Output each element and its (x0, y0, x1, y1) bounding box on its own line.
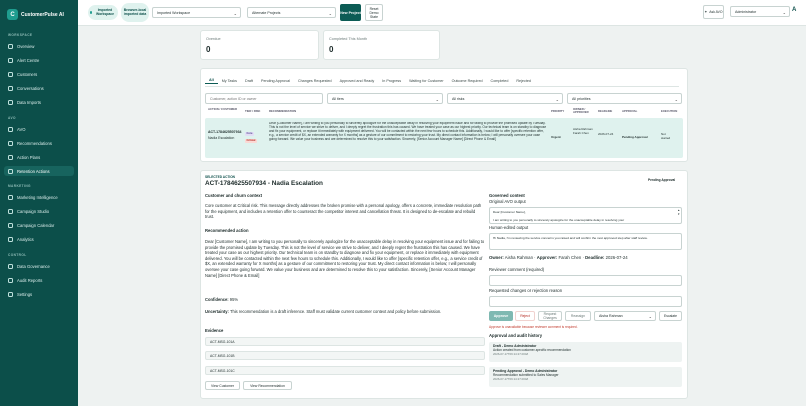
target-icon (8, 195, 13, 200)
history-item-desc: Action created from customer-specific recommendation (493, 348, 571, 352)
governed-content-title: Governed content (489, 193, 525, 198)
sidebar-item-customers[interactable] (4, 69, 74, 79)
stat-value: 0 (329, 45, 334, 54)
tier-filter[interactable] (327, 93, 443, 104)
sidebar-item-conversations[interactable] (4, 83, 74, 93)
risk-badge: Critical (246, 139, 256, 142)
sidebar-item-label: Campaign Studio (17, 208, 50, 214)
imported-workspace-pill (88, 5, 118, 20)
table-row[interactable] (205, 118, 683, 158)
chevron-down-icon: ⌄ (435, 96, 439, 102)
app-name: CustomerPulse AI (21, 11, 64, 18)
owner-name: Aisha Rahman (573, 127, 593, 131)
select-value: Administrator (735, 9, 757, 14)
sidebar-item-label: Conversations (17, 85, 44, 91)
owner-value: Aisha Rahman (504, 255, 533, 260)
row-approval: Pending Approval (622, 135, 648, 139)
sidebar-item-data-governance[interactable] (4, 261, 74, 271)
table-header (205, 108, 683, 116)
sidebar-item-label: Data Governance (17, 263, 50, 269)
status-badge: Pending Approval (648, 178, 676, 182)
uncertainty (205, 309, 485, 315)
tab-approved-and-ready[interactable]: Approved and Ready (339, 78, 375, 83)
tier-badge: Core (246, 132, 253, 135)
lightbulb-icon (8, 141, 13, 146)
request-changes-button[interactable]: Request Changes (538, 311, 562, 321)
tab-waiting-for-customer[interactable]: Waiting for Customer (409, 78, 444, 83)
sidebar-item-label: Audit Reports (17, 277, 43, 283)
risk-filter[interactable] (447, 93, 563, 104)
workspace-select[interactable] (152, 7, 241, 18)
reassign-select[interactable] (594, 311, 656, 321)
chevron-down-icon: ⌄ (648, 314, 652, 319)
evidence-title: Evidence (205, 328, 224, 333)
reassign-button[interactable]: Reassign (565, 311, 591, 321)
shield-icon (8, 169, 13, 174)
history-item-time: 2026-07-17T09:14:27.004Z (493, 377, 529, 381)
human-output-label: Human-edited output (489, 225, 529, 230)
tab-draft[interactable]: Draft (245, 78, 254, 83)
avo-output-label: Original AVO output (489, 199, 526, 204)
calendar-icon (8, 223, 13, 228)
ask-avo-button[interactable] (703, 5, 724, 19)
role-select[interactable] (730, 6, 790, 17)
approve-button[interactable]: Approve (489, 311, 513, 321)
recommended-action-text: Dear [Customer Name], I am writing to you personally to sincerely apologize for the unacceptable delay in resolving your equipment issue and for failing to provide the promised update by Tuesday. This is not the level of service we strive to deliver, and I deeply regret the frustration this has caused. We have treated your case as our highest priority. Our technical team is on standby to diagnose and fix your equipment, or replace it immediately with equipment delivered. You will be contacted within the next few hours to schedule this. Additionally, I would like to offer [specific retention offer, e.g., a service credit of $X, an extended warranty for X months] as a gesture of our commitment to restoring your trust. My direct contact information is below; I will personally oversee your case going forward. We value your business and are determined to resolve this to your satisfaction. Sincerely, [Senior Account Manager Name] [Direct Phone & Email] (205, 239, 485, 278)
approver-value: Farah Chen (558, 255, 582, 260)
history-title: Approval and audit history (489, 333, 543, 338)
sidebar-item-audit-reports[interactable] (4, 275, 74, 285)
row-execution: Not started (661, 132, 671, 140)
chevron-down-icon: ⌄ (555, 96, 559, 102)
evidence-item[interactable]: ACT-MSG-101B (205, 351, 485, 360)
sidebar-item-label: Retention Actions (17, 168, 50, 174)
human-output-field[interactable]: Hi Nadia, I'm reviewing the service concerns you raised and will confirm the next approved step after staff review. (489, 233, 682, 250)
row-action-id: ACT-1784625507934 (208, 130, 242, 134)
sidebar-item-label: Recommendations (17, 140, 52, 146)
grid-icon (8, 44, 13, 49)
sidebar-item-label: Marketing Intelligence (17, 194, 58, 200)
stat-label: Completed This Month (329, 37, 368, 41)
tab-outcome-required[interactable]: Outcome Required (451, 78, 483, 83)
owner-line: Owner: Aisha Rahman · Approver: Farah Chen · Deadline: 2026-07-24 (489, 255, 628, 260)
gear-icon (8, 292, 13, 297)
browser-data-pill (121, 3, 149, 22)
view-customer-button[interactable]: View Customer (205, 381, 240, 390)
sidebar-item-campaign-studio[interactable] (4, 206, 74, 216)
row-recommendation: Dear [Customer Name], I am writing to you personally to sincerely apologize for the unacceptable delay in resolving your equipment issue and for failing to provide the promised update by Tuesday. This is not the level of service we strive to deliver, and I deeply regret the frustration this has caused. We have treated your case as our highest priority. Our technical team is on standby to diagnose and fix your equipment, or replace it immediately with equipment delivered. You will be contacted within the next few hours to schedule this. Additionally, I would like to offer [specific retention offer, e.g., a service credit of $X, an extended warranty for X months] as a gesture of our commitment to restoring your trust. My direct contact information is below; I will personally oversee your case going forward. We value your business and are determined to resolve this to your satisfaction. Sincerely, [Senior Account Manager Name] [Direct Phone & Email] (269, 122, 547, 141)
col-tier: TIER / RISK (245, 109, 261, 113)
avo-output-field[interactable]: Dear [Customer Name], I am writing to you personally to sincerely apologize for the unacceptable delay in resolving your (489, 207, 682, 224)
tab-changes-requested[interactable]: Changes Requested (297, 78, 332, 83)
tab-my-tasks[interactable]: My Tasks (221, 78, 238, 83)
sidebar-item-avo[interactable] (4, 124, 74, 134)
row-priority: Urgent (551, 135, 561, 139)
nav-section-avo: AVO (8, 116, 16, 120)
chevron-down-icon: ⌄ (233, 10, 237, 16)
sidebar-item-overview[interactable] (4, 41, 74, 51)
sidebar-item-campaign-calendar[interactable] (4, 220, 74, 230)
sidebar-item-marketing-intelligence[interactable] (4, 192, 74, 202)
col-recommendation: RECOMMENDATION (269, 109, 297, 113)
stat-value: 0 (206, 45, 211, 54)
nav-section-control: CONTROL (8, 253, 27, 257)
document-icon (8, 278, 13, 283)
sparkle-icon: ✦ (704, 10, 708, 14)
divider (205, 86, 679, 87)
sidebar-item-settings[interactable] (4, 289, 74, 299)
view-recommendation-button[interactable]: View Recommendation (243, 381, 292, 390)
changes-reason-label: Requested changes or rejection reason (489, 288, 563, 293)
sidebar-item-label: Data Imports (17, 99, 41, 105)
scroll-arrows-icon[interactable]: ▴ ▾ (678, 208, 680, 216)
sidebar-item-label: Alert Centre (17, 57, 40, 63)
col-action: ACTION / CUSTOMER (208, 107, 238, 111)
customer-context-text: Core customer at Critical risk. This message directly addresses the broken promise with a personal apology, offers a concrete, immediate resolution path for the equipment, and includes a retention offer to counteract the competitor interest and cancellation threat. It is designed to de-escalate and rebuild trust. (205, 203, 482, 220)
history-item-desc: Recommendation submitted to Sales Manager (493, 373, 559, 377)
reject-button[interactable]: Reject (515, 311, 535, 321)
escalate-button[interactable]: Escalate (659, 311, 682, 321)
status-tabs (205, 77, 535, 84)
sidebar-item-label: Campaign Calendar (17, 222, 55, 228)
priority-filter[interactable] (567, 93, 682, 104)
approver-label: Approver: (536, 255, 558, 260)
bar-chart-icon (8, 237, 13, 242)
stat-label: Overdue (206, 37, 221, 41)
reviewer-comment-label: Reviewer comment (required) (489, 267, 545, 272)
detail-title: ACT-1784625507934 - Nadia Escalation (205, 180, 323, 187)
tab-all[interactable]: All (205, 77, 218, 84)
confidence-label: Confidence: (205, 297, 229, 302)
col-deadline: DEADLINE (598, 109, 613, 113)
stat-card-overdue (200, 30, 319, 60)
button-label: Ask AVO (709, 10, 723, 14)
deadline-value: 2026-07-24 (605, 255, 628, 260)
pill-label: Imported Workspace (95, 7, 114, 16)
app-logo[interactable] (7, 9, 64, 20)
select-value: Aisha Rahman (599, 314, 623, 318)
sidebar-item-label: Action Plans (17, 154, 41, 160)
upload-icon (8, 100, 13, 105)
status-dot-icon (90, 11, 92, 14)
uncertainty-label: Uncertainty: (205, 309, 229, 314)
sidebar-item-label: Analytics (17, 236, 34, 242)
row-deadline: 2026-07-24 (598, 132, 614, 136)
sidebar-item-retention-actions[interactable] (4, 166, 74, 176)
row-customer: Nadia Escalation (208, 136, 235, 140)
select-value: All priorities (572, 96, 591, 101)
search-input[interactable] (205, 93, 323, 104)
approver-name: Farah Chen (573, 130, 589, 135)
select-value: Alternate Projects (252, 10, 281, 15)
sidebar-item-label: Overview (17, 43, 35, 49)
tab-in-progress[interactable]: In Progress (382, 78, 402, 83)
customer-context-title: Customer and churn context (205, 193, 263, 198)
changes-reason-field[interactable] (489, 296, 682, 307)
detail-kicker: SELECTED ACTION (205, 175, 235, 179)
chevron-down-icon: ⌄ (782, 9, 786, 15)
evidence-item[interactable]: ACT-MSG-101C (205, 366, 485, 375)
users-icon (8, 72, 13, 77)
sidebar (0, 0, 78, 406)
history-item-title: Draft - Demo Administrator (493, 344, 537, 348)
megaphone-icon (8, 209, 13, 214)
nav-section-marketing: MARKETING (8, 184, 31, 188)
select-value: Imported Workspace (157, 10, 191, 15)
sidebar-item-alert-centre[interactable] (4, 55, 74, 65)
sidebar-item-label: Settings (17, 291, 33, 297)
avatar[interactable]: A (792, 7, 797, 13)
evidence-item[interactable]: ACT-MSG-101A (205, 337, 485, 346)
sidebar-item-data-imports[interactable] (4, 97, 74, 107)
recommended-action-title: Recommended action (205, 228, 249, 233)
history-item (489, 367, 682, 387)
new-project-button[interactable]: New Project (340, 4, 361, 21)
history-item-title: Pending Approval - Demo Administrator (493, 369, 558, 373)
chevron-down-icon: ⌄ (674, 96, 678, 102)
col-owner: OWNER / APPROVER (573, 107, 589, 115)
owner-label: Owner: (489, 255, 504, 260)
project-select[interactable] (247, 7, 336, 18)
stat-card-completed (323, 30, 440, 60)
logo-mark: C (7, 9, 18, 20)
tab-completed[interactable]: Completed (490, 78, 509, 83)
database-icon (8, 264, 13, 269)
col-priority: PRIORITY (551, 109, 565, 113)
pill-label: Browser-local imported data (123, 7, 147, 16)
tab-rejected[interactable]: Rejected (516, 78, 531, 83)
sidebar-item-analytics[interactable] (4, 234, 74, 244)
history-item-time: 2026-07-17T09:14:27.004Z (493, 352, 529, 356)
checklist-icon (8, 155, 13, 160)
tab-pending-approval[interactable]: Pending Approval (261, 78, 290, 83)
deadline-label: Deadline: (585, 255, 605, 260)
spark-icon (8, 127, 13, 132)
chat-icon (8, 86, 13, 91)
select-value: All tiers (332, 96, 344, 101)
nav-section-workspace: WORKSPACE (8, 33, 33, 37)
reviewer-comment-field[interactable] (489, 275, 682, 286)
history-item (489, 342, 682, 362)
col-approval: APPROVAL (622, 109, 638, 113)
sidebar-item-label: Customers (17, 71, 38, 77)
bell-icon (8, 58, 13, 63)
col-execution: EXECUTION (661, 109, 678, 113)
confidence-value: 95% (229, 297, 238, 302)
sidebar-item-recommendations[interactable] (4, 138, 74, 148)
uncertainty-value: This recommendation is a draft inference. Staff must validate current customer context and policy before submission. (229, 309, 442, 314)
reset-demo-button[interactable]: Reset Demo State (365, 4, 383, 21)
select-value: All risks (452, 96, 465, 101)
confidence (205, 297, 485, 303)
row-owner (573, 128, 595, 136)
chevron-down-icon: ⌄ (328, 10, 332, 16)
sidebar-item-label: AVO (17, 126, 26, 132)
approve-error-text: Approve is unavailable because reviewer comment is required. (489, 325, 578, 329)
sidebar-item-action-plans[interactable] (4, 152, 74, 162)
